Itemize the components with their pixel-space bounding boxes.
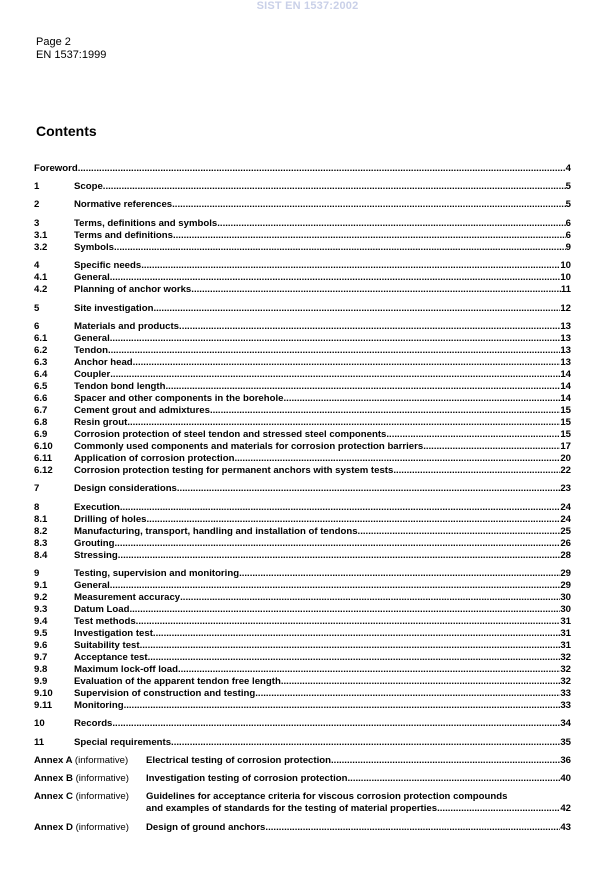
toc-entry-number: 6.2: [34, 345, 48, 356]
toc-entry-title: Supervision of construction and testing: [74, 688, 256, 699]
toc-entry[interactable]: [34, 550, 571, 562]
toc-entry-page: 31: [560, 628, 571, 639]
toc-entry[interactable]: [34, 568, 571, 580]
toc-entry-page: 23: [560, 483, 571, 494]
toc-entry[interactable]: [34, 737, 571, 749]
toc-entry[interactable]: [34, 321, 571, 333]
toc-entry-title: Tendon bond length: [74, 381, 166, 392]
toc-entry-number: 6.6: [34, 393, 48, 404]
annex-kind: (informative): [75, 822, 129, 833]
toc-entry-page: 25: [560, 526, 571, 537]
toc-entry-page: 14: [560, 381, 571, 392]
toc-entry-number: 9.2: [34, 592, 48, 603]
toc-entry-page: 15: [560, 429, 571, 440]
toc-entry-title: Application of corrosion protection: [74, 453, 235, 464]
toc-entry-number: 3.2: [34, 242, 48, 253]
page-number: Page 2: [36, 36, 71, 48]
toc-entry-number: 6.12: [34, 465, 53, 476]
toc-entry-page: 34: [560, 718, 571, 729]
toc-entry-page: 5: [565, 181, 571, 192]
toc-entry[interactable]: [34, 526, 571, 538]
toc-entry[interactable]: [34, 333, 571, 345]
toc-entry-page: 15: [560, 405, 571, 416]
toc-entry-page: 6: [565, 218, 571, 229]
toc-entry-number: 6.1: [34, 333, 48, 344]
page-title: Contents: [36, 123, 97, 139]
annex-name: Annex D: [34, 822, 73, 833]
toc-entry-number: 8.4: [34, 550, 48, 561]
toc-entry-page: 30: [560, 604, 571, 615]
toc-entry-title: Drilling of holes: [74, 514, 147, 525]
toc-entry-number: 9.6: [34, 640, 48, 651]
toc-entry-title: Records: [74, 718, 113, 729]
toc-entry[interactable]: [34, 417, 571, 429]
annex-title: Electrical testing of corrosion protection: [146, 755, 331, 766]
toc-entry[interactable]: [34, 483, 571, 495]
toc-entry-page: 20: [560, 453, 571, 464]
toc-entry-number: 8: [34, 502, 40, 513]
page-header: [36, 36, 106, 62]
toc-entry-page: 26: [560, 538, 571, 549]
toc-entry-page: 15: [560, 417, 571, 428]
toc-entry-number: 9.9: [34, 676, 48, 687]
annex-page: 40: [560, 773, 571, 784]
toc-entry-page: 5: [565, 199, 571, 210]
toc-entry-title: Grouting: [74, 538, 115, 549]
toc-entry-title: General: [74, 272, 110, 283]
toc-entry-number: 8.2: [34, 526, 48, 537]
toc-entry[interactable]: [34, 652, 571, 664]
toc-entry-number: 1: [34, 181, 40, 192]
toc-entry[interactable]: [34, 628, 571, 640]
toc-entry-page: 29: [560, 580, 571, 591]
toc-entry-title: Testing, supervision and monitoring: [74, 568, 240, 579]
toc-entry-page: 32: [560, 652, 571, 663]
toc-entry-page: 29: [560, 568, 571, 579]
toc-entry[interactable]: [34, 580, 571, 592]
toc-entry[interactable]: [34, 465, 571, 477]
annex-kind: (informative): [74, 755, 129, 766]
toc-entry-number: 9.8: [34, 664, 48, 675]
toc-entry[interactable]: [34, 640, 571, 652]
toc-entry-title: Specific needs: [74, 260, 142, 271]
toc-entry-page: 14: [560, 393, 571, 404]
toc-entry-title: Design considerations: [74, 483, 177, 494]
annex-kind: (informative): [75, 791, 129, 802]
toc-entry-title: Scope: [74, 181, 103, 192]
annex-title: Design of ground anchors: [146, 822, 266, 833]
toc-entry-page: 9: [565, 242, 571, 253]
toc-entry[interactable]: [34, 284, 571, 296]
toc-entry-title: General: [74, 333, 110, 344]
toc-entry-page: 13: [560, 357, 571, 368]
toc-entry-number: 6.8: [34, 417, 48, 428]
toc-entry-number: 9: [34, 568, 40, 579]
toc-entry-title: Corrosion protection of steel tendon and stressed steel components: [74, 429, 387, 440]
toc-entry-number: 8.1: [34, 514, 48, 525]
toc-entry-page: 13: [560, 333, 571, 344]
toc-entry-title: Execution: [74, 502, 120, 513]
toc-entry-title: Corrosion protection testing for permanent anchors with system tests: [74, 465, 394, 476]
toc-entry[interactable]: [34, 688, 571, 700]
toc-entry[interactable]: [34, 592, 571, 604]
toc-entry-page: 4: [565, 163, 571, 174]
toc-entry[interactable]: [34, 441, 571, 453]
toc-entry-title: Investigation test: [74, 628, 153, 639]
toc-entry-title: Cement grout and admixtures: [74, 405, 210, 416]
toc-entry-number: 6.3: [34, 357, 48, 368]
toc-entry-title: Resin grout: [74, 417, 128, 428]
toc-entry-number: 2: [34, 199, 40, 210]
toc-entry[interactable]: [34, 393, 571, 405]
toc-entry-title: Suitability test: [74, 640, 140, 651]
annex-page: 42: [560, 803, 571, 814]
toc-entry[interactable]: [34, 381, 571, 393]
toc-entry-number: 9.7: [34, 652, 48, 663]
toc-entry[interactable]: [34, 303, 571, 315]
toc-entry[interactable]: [34, 218, 571, 230]
toc-entry[interactable]: [34, 502, 571, 514]
toc-entry-page: 10: [560, 260, 571, 271]
toc-entry-title: Anchor head: [74, 357, 133, 368]
annex-title: Guidelines for acceptance criteria for viscous corrosion protection compounds: [146, 791, 508, 802]
toc-entry-page: 13: [560, 345, 571, 356]
toc-entry-number: 4.1: [34, 272, 48, 283]
toc-entry-number: 8.3: [34, 538, 48, 549]
toc-entry-page: 24: [560, 502, 571, 513]
toc-entry-title: Foreword: [34, 163, 78, 174]
toc-entry-number: 11: [34, 737, 45, 748]
toc-entry[interactable]: [34, 357, 571, 369]
toc-entry-foreword[interactable]: [34, 163, 571, 175]
toc-entry[interactable]: [34, 718, 571, 730]
toc-entry-page: 31: [560, 616, 571, 627]
toc-entry[interactable]: [34, 514, 571, 526]
watermark: SIST EN 1537:2002: [256, 0, 359, 12]
toc-annex-a[interactable]: [34, 755, 571, 767]
toc-entry[interactable]: [34, 272, 571, 284]
toc-entry-page: 6: [565, 230, 571, 241]
toc-entry-number: 6.9: [34, 429, 48, 440]
toc-entry-title: General: [74, 580, 110, 591]
toc-entry-page: 33: [560, 688, 571, 699]
toc-entry[interactable]: [34, 604, 571, 616]
toc-entry-title: Special requirements: [74, 737, 172, 748]
annex-page: 36: [560, 755, 571, 766]
toc-entry-page: 22: [560, 465, 571, 476]
toc-entry[interactable]: [34, 664, 571, 676]
toc-entry[interactable]: [34, 453, 571, 465]
toc-entry-page: 10: [560, 272, 571, 283]
toc-entry[interactable]: [34, 616, 571, 628]
toc-entry-title: Coupler: [74, 369, 111, 380]
toc-entry-number: 6.11: [34, 453, 53, 464]
toc-entry-page: 33: [560, 700, 571, 711]
toc-entry-page: 30: [560, 592, 571, 603]
toc-entry-title: Datum Load: [74, 604, 130, 615]
toc-annex-b[interactable]: [34, 773, 571, 785]
toc-entry-number: 9.11: [34, 700, 53, 711]
toc-entry[interactable]: [34, 199, 571, 211]
toc-entry-page: 11: [560, 284, 571, 295]
toc-entry-page: 32: [560, 676, 571, 687]
toc-entry-page: 35: [560, 737, 571, 748]
toc-entry[interactable]: [34, 369, 571, 381]
toc-entry-number: 9.5: [34, 628, 48, 639]
toc-entry-title: Normative references: [74, 199, 173, 210]
standard-number: EN 1537:1999: [36, 49, 107, 61]
toc-annex-c[interactable]: [34, 791, 571, 815]
annex-title: Investigation testing of corrosion protection: [146, 773, 348, 784]
toc-entry[interactable]: [34, 260, 571, 272]
toc-entry-title: Maximum lock-off load: [74, 664, 178, 675]
toc-entry-title: Terms, definitions and symbols: [74, 218, 218, 229]
toc-entry-page: 14: [560, 369, 571, 380]
toc-entry-title: Commonly used components and materials for corrosion protection barriers: [74, 441, 424, 452]
toc-entry-page: 31: [560, 640, 571, 651]
toc-entry[interactable]: [34, 429, 571, 441]
toc-entry-title: Site investigation: [74, 303, 154, 314]
toc-entry[interactable]: [34, 676, 571, 688]
toc-annex-d[interactable]: [34, 822, 571, 834]
toc-entry-title: Measurement accuracy: [74, 592, 181, 603]
toc-entry-number: 4: [34, 260, 40, 271]
toc-entry-number: 6.5: [34, 381, 48, 392]
annex-page: 43: [560, 822, 571, 833]
toc-entry[interactable]: [34, 242, 571, 254]
toc-entry-title: Monitoring: [74, 700, 124, 711]
toc-entry[interactable]: [34, 538, 571, 550]
toc-entry-page: 28: [560, 550, 571, 561]
toc-entry-number: 5: [34, 303, 40, 314]
toc-entry-number: 10: [34, 718, 45, 729]
toc-entry-number: 9.4: [34, 616, 48, 627]
toc-entry[interactable]: [34, 700, 571, 712]
toc-entry-number: 9.3: [34, 604, 48, 615]
toc-entry-title: Spacer and other components in the borehole: [74, 393, 284, 404]
toc-entry-page: 12: [560, 303, 571, 314]
toc-entry-title: Materials and products: [74, 321, 180, 332]
toc-entry-title: Planning of anchor works: [74, 284, 192, 295]
annex-name: Annex A: [34, 755, 73, 766]
toc-entry-page: 32: [560, 664, 571, 675]
toc-entry-title: Terms and definitions: [74, 230, 173, 241]
annex-name: Annex C: [34, 791, 73, 802]
annex-name: Annex B: [34, 773, 73, 784]
toc-entry-number: 6.10: [34, 441, 53, 452]
toc-entry-title: Test methods: [74, 616, 136, 627]
toc-entry-number: 6: [34, 321, 40, 332]
toc-entry-title: Symbols: [74, 242, 114, 253]
toc-entry[interactable]: [34, 181, 571, 193]
toc-entry-page: 24: [560, 514, 571, 525]
toc-entry-title: Acceptance test: [74, 652, 148, 663]
annex-kind: (informative): [75, 773, 129, 784]
toc-entry-number: 9.1: [34, 580, 48, 591]
toc-entry-number: 6.7: [34, 405, 48, 416]
toc-entry-number: 6.4: [34, 369, 48, 380]
toc-entry-title: Manufacturing, transport, handling and installation of tendons: [74, 526, 358, 537]
toc-entry-number: 4.2: [34, 284, 48, 295]
toc-entry-page: 17: [560, 441, 571, 452]
toc-entry-title: Stressing: [74, 550, 118, 561]
toc-entry[interactable]: [34, 405, 571, 417]
toc-entry-number: 3.1: [34, 230, 48, 241]
toc-entry-number: 7: [34, 483, 40, 494]
toc-entry-number: 9.10: [34, 688, 53, 699]
toc-entry[interactable]: [34, 230, 571, 242]
toc-entry-title: Tendon: [74, 345, 108, 356]
toc-entry-number: 3: [34, 218, 40, 229]
toc-entry-title: Evaluation of the apparent tendon free length: [74, 676, 281, 687]
annex-title-continued: and examples of standards for the testing of material properties: [146, 803, 438, 814]
toc-entry[interactable]: [34, 345, 571, 357]
toc-entry-page: 13: [560, 321, 571, 332]
